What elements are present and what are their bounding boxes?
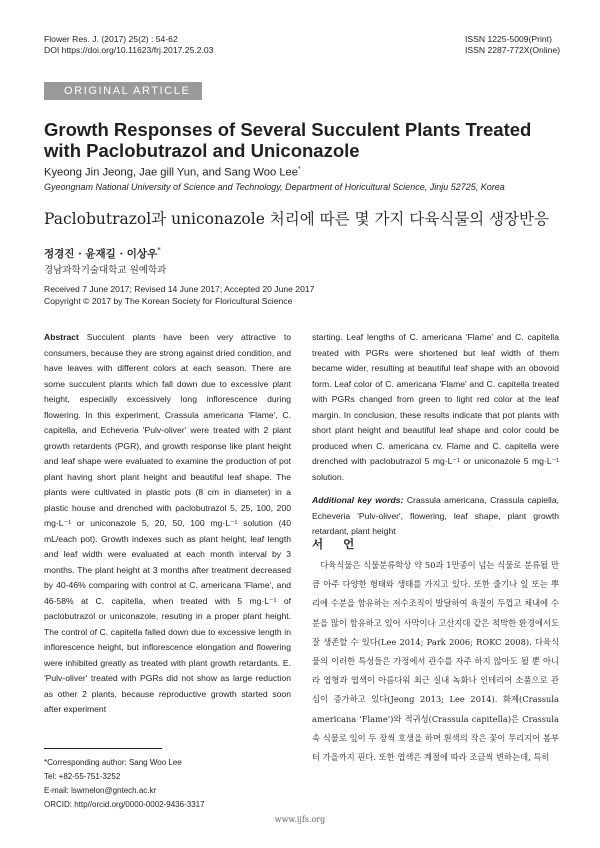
introduction-text — [312, 556, 559, 767]
article-title-english: Growth Responses of Several Succulent Plants Treated with Paclobutrazol and Uniconazole — [44, 119, 532, 161]
article-type-banner: ORIGINAL ARTICLE — [44, 82, 202, 100]
abstract-right-column — [312, 330, 559, 540]
corresponding-mark-korean: * — [157, 246, 161, 255]
issn-online: ISSN 2287-772X(Online) — [465, 45, 561, 55]
keywords-text: Crassula americana, Crassula capiella, Echeveria 'Pulv-oliver', flowering, leaf shape, plant growth retardant, plant height — [312, 495, 559, 536]
footnote-orcid[interactable]: ORCID: http//orcid.org/0000-0002-9436-3317 — [44, 800, 205, 809]
author-list — [44, 166, 301, 179]
abstract-label: Abstract — [44, 332, 79, 342]
doi-line[interactable]: DOI https://doi.org/10.11623/frj.2017.25.2.03 — [44, 45, 214, 55]
affiliation-korean: 경남과학기술대학교 원예학과 — [44, 265, 167, 276]
journal-website-footer[interactable]: www.ijfs.org — [274, 815, 326, 824]
issn-print: ISSN 1225-5009(Print) — [465, 34, 552, 44]
submission-dates: Received 7 June 2017; Revised 14 June 2017; Accepted 20 June 2017 — [44, 284, 315, 294]
keywords-label: Additional key words: — [312, 495, 404, 505]
abstract-text-right: starting. Leaf lengths of C. americana 'Flame' and C. capitella treated with PGRs were shortened but leaf width of them became wider, resulting at beautiful leaf shape with an obovoid form. Leaf color of C. americana 'Flame' and C. capitella treated with PGRs changed from green to light red color at the leaf margin. In conclusion, these results indicate that pot plants with short plant height and beautiful leaf shape and color could be produced when C. americana cv. Flame and C. capitella were drenched with paclobutrazol 5 mg·L⁻¹ or uniconazole 5 mg·L⁻¹ solution. — [312, 332, 559, 482]
author-names: Kyeong Jin Jeong, Jae gill Yun, and Sang Woo Lee — [44, 166, 298, 179]
corresponding-mark: * — [297, 166, 301, 173]
footnote-corresponding-author: *Corresponding author: Sang Woo Lee — [44, 758, 182, 767]
introduction-paragraph: 다육식물은 식물분류학상 약 50과 1만종이 넘는 식물로 분류될 만큼 아주 다양한 형태와 생태를 가지고 있다. 또한 줄기나 잎 또는 뿌리에 수분을 함유하는 저수조직이 발달하여 육질이 두껍고 체내에 수분을 많이 함유하고 있어 사막이나 고산지대 같은 척박한 환경에서도 잘 생존할 수 있다(Lee 2014; Park 2006; ROKC 2008). 다육식물의 이러한 특성들은 가정에서 관수를 자주 하지 않아도 될 뿐 아니라 엽형과 엽색이 아름다워 최근 실내 녹화나 인테리어 소품으로 관심이 증가하고 있다(Jeong 2013; Lee 2014). 화제(Crassula americana 'Flame')와 적귀성(Crassula capitella)은 Crassula속 식물로 잎이 두 장씩 호생을 하며 흰색의 작은 꽃이 무리지어 봄부터 가을까지 핀다. 또한 엽색은 계절에 따라 조금씩 변하는데, 특히 — [312, 560, 559, 763]
copyright-line: Copyright © 2017 by The Korean Society for Floricultural Science — [44, 296, 293, 306]
journal-citation: Flower Res. J. (2017) 25(2) : 54-62 — [44, 34, 178, 44]
footnote-tel: Tel: +82-55-751-3252 — [44, 772, 121, 781]
section-heading-introduction: 서 언 — [312, 537, 363, 551]
author-names-korean: 정경진 · 윤재길 · 이상우 — [44, 248, 158, 260]
footnote-divider — [44, 748, 162, 749]
abstract-left-column — [44, 330, 291, 718]
footnote-email[interactable]: E-mail: lswmelon@gntech.ac.kr — [44, 786, 157, 795]
author-affiliation: Gyeongnam National University of Science and Technology, Department of Horicultural Science, Jinju 52725, Korea — [44, 182, 505, 192]
article-title-korean: Paclobutrazol과 uniconazole 처리에 따른 몇 가지 다육식물의 생장반응 — [44, 210, 549, 228]
author-list-korean — [44, 246, 161, 261]
abstract-text-left: Succulent plants have been very attractive to consumers, because they are strong against dried condition, and have leaves with different colors at each season. There are some succulent plants which fall down due to excessive plant height, especially excessively long inflorescence during flowering. In this experiment, Crassula americana 'Flame', C. capitella, and Echeveria 'Pulv-oliver' were treated with 2 plant growth retardents (PGR), and growth response like plant height and leaf shape were evaluated to examine the production of pot plant having short plant height and beautiful leaf shape. The plants were cultivated in plastic pots (8 cm in diameter) in a plastic house and drenched with paclobutrazol 5, 25, 100, 200 mg·L⁻¹ or uniconazole 5, 20, 50, 100 mg·L⁻¹ solution (40 mL/each pot). Growth indexes such as plant height, leaf length and leaf width were evaluated at each month interval by 3 months. The plant height at 3 months after treatment decreased by 40-46% comparing with control at C. americana 'Flame', and 46-58% at C. capitella, when treated with 5 mg·L⁻¹ of paclobutrazol or uniconazole, resuting in a proper plant height. The control of C. capitella falled down due to excessive length in inflorescence height, but inflorescence elongation and flowering were inhibited greatly as treated with plant growth retardants. E. 'Pulv-oliver' treated with PGRs did not show as large reduction as other 2 plants, because reproductive growth started soon after experiment — [44, 332, 291, 714]
